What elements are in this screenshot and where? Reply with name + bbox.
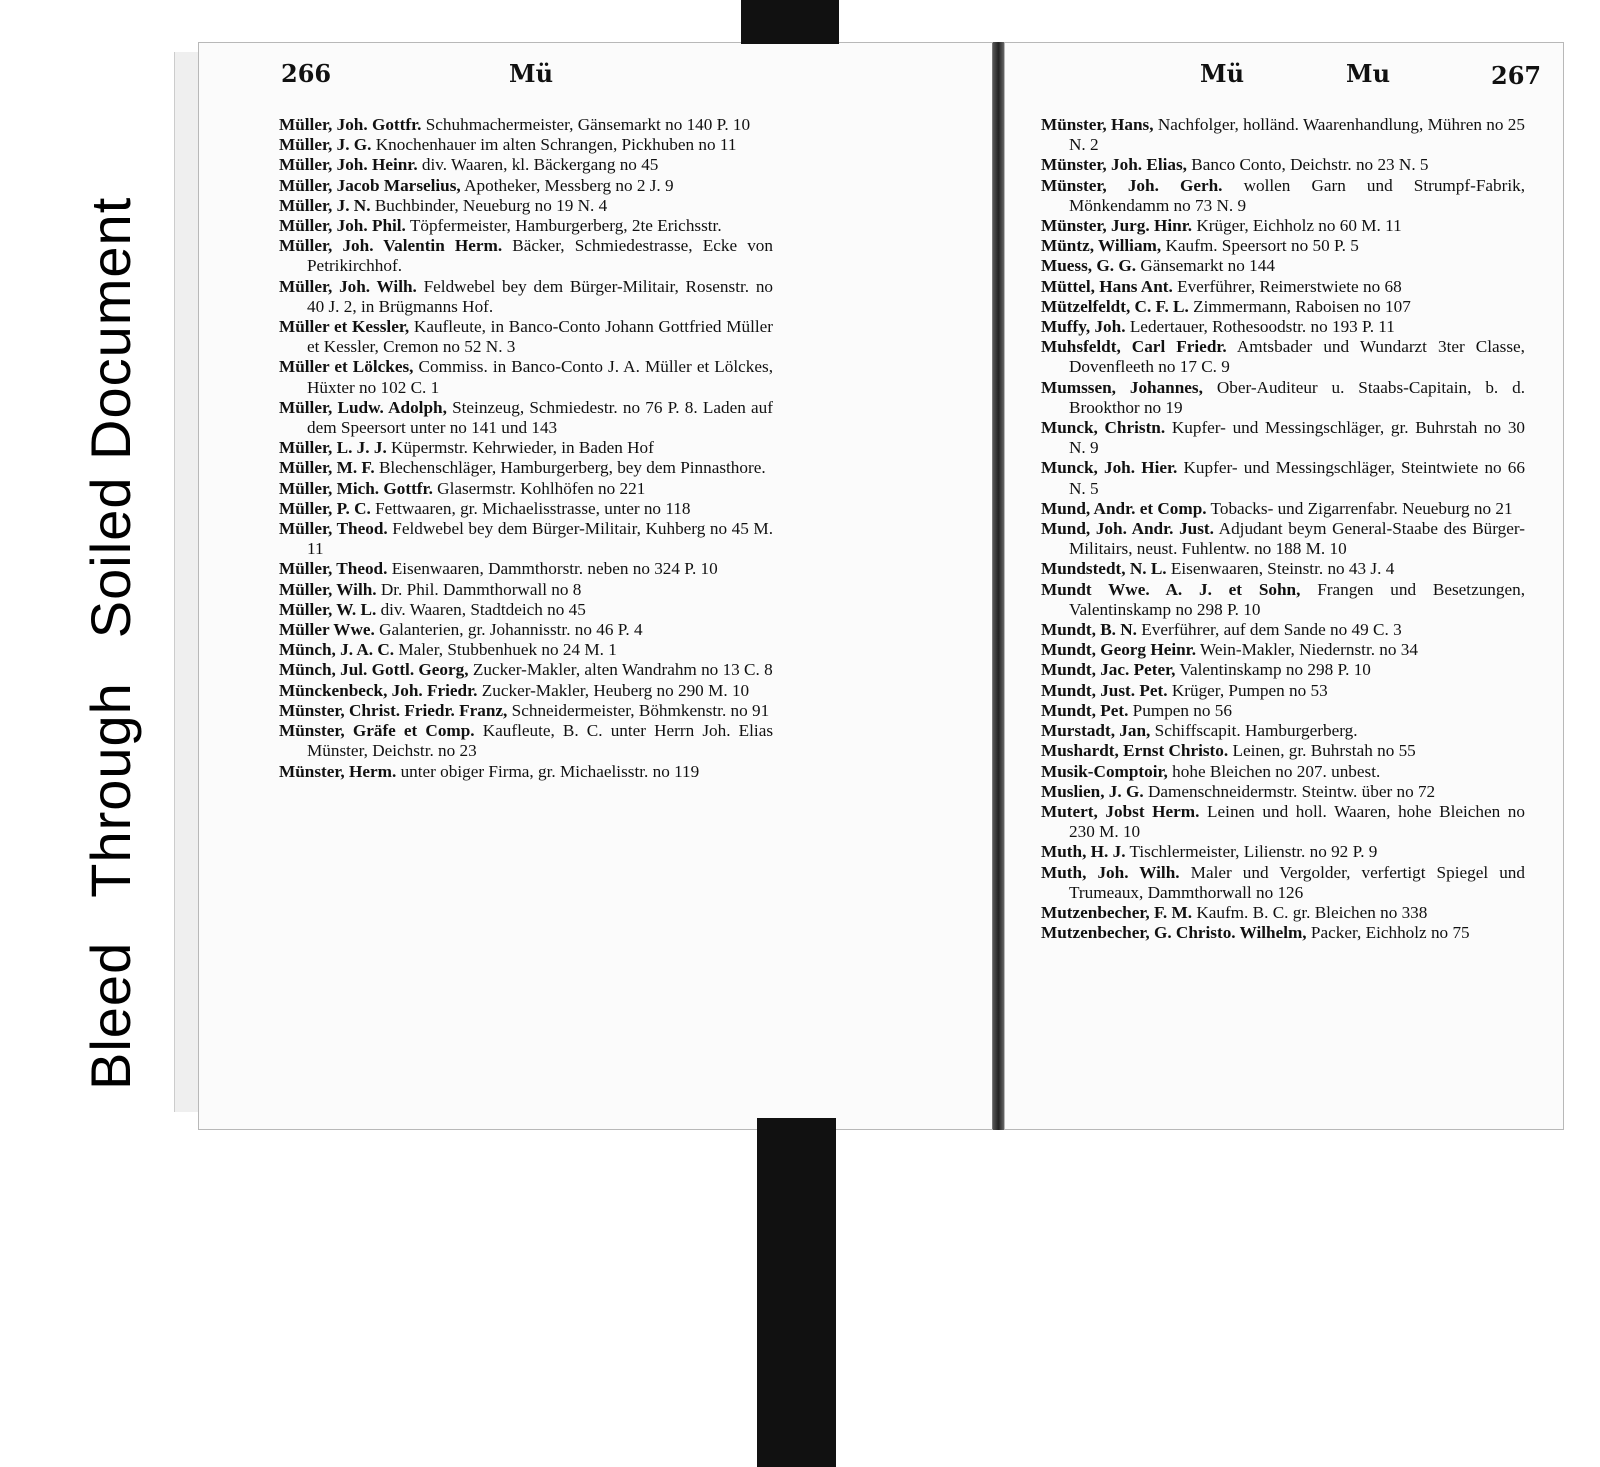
left-running-head: Mü (509, 59, 554, 88)
directory-entry (1041, 721, 1525, 741)
directory-entry (279, 600, 773, 620)
directory-entry (1041, 842, 1525, 862)
entry-details: Valentinskamp no 298 P. 10 (1179, 660, 1371, 680)
entry-details: Schuhmachermeister, Gänsemarkt no 140 P. 10 (425, 115, 751, 134)
directory-entry (1041, 640, 1525, 660)
entry-name: Müller, Jacob Marselius, (279, 175, 461, 195)
entry-name: Munck, Joh. Hier. (1041, 458, 1178, 478)
directory-entry (1041, 317, 1525, 337)
directory-entry (1041, 782, 1525, 802)
entry-name: Mumssen, Johannes, (1041, 377, 1203, 397)
directory-entry (1041, 559, 1525, 579)
entry-name: Münster, Christ. Friedr. Franz, (279, 700, 508, 720)
entry-name: Mutert, Jobst Herm. (1041, 801, 1200, 821)
entry-name: Munck, Christn. (1041, 418, 1166, 438)
entry-details: Feldwebel bey dem Bürger-Militair, Rosenstr. no 40 J. 2, in Brügmanns Hof. (307, 276, 774, 316)
entry-name: Münster, Gräfe et Comp. (279, 721, 475, 741)
entry-name: Musik-Comptoir, (1041, 761, 1168, 781)
entry-details: Tobacks- und Zigarrenfabr. Neueburg no 21 (1210, 498, 1513, 518)
directory-entry (1041, 499, 1525, 519)
entry-details: Everführer, auf dem Sande no 49 C. 3 (1141, 620, 1402, 640)
entry-name: Mund, Andr. et Comp. (1041, 498, 1207, 518)
directory-entry (279, 762, 773, 782)
directory-entry (1041, 337, 1525, 377)
entry-details: Maler, Stubbenhuek no 24 M. 1 (398, 640, 617, 660)
entry-name: Münch, Jul. Gottl. Georg, (279, 660, 469, 680)
entry-name: Muhsfeldt, Carl Friedr. (1041, 337, 1227, 357)
entry-details: Maler und Vergolder, verfertigt Spiegel und Trumeaux, Dammthorwall no 126 (1069, 862, 1525, 902)
right-page (1004, 42, 1564, 1130)
entry-name: Müller, J. N. (279, 195, 371, 215)
entry-details: Frangen und Besetzungen, Valentinskamp no 298 P. 10 (1069, 579, 1525, 619)
tape-strip-top (741, 0, 839, 44)
entry-details: Knochenhauer im alten Schrangen, Pickhuben no 11 (375, 135, 737, 155)
entry-name: Murstadt, Jan, (1041, 721, 1151, 741)
entry-details: Ledertauer, Rothesoodstr. no 193 P. 11 (1129, 317, 1395, 337)
entry-details: Feldwebel bey dem Bürger-Militair, Kuhberg no 45 M. 11 (307, 519, 774, 559)
directory-entry (1041, 519, 1525, 559)
directory-entry (279, 458, 773, 478)
directory-entry (279, 681, 773, 701)
left-entry-list (279, 115, 773, 782)
entry-name: Mutzenbecher, F. M. (1041, 902, 1193, 922)
entry-details: Zimmermann, Raboisen no 107 (1193, 296, 1411, 316)
entry-details: Packer, Eichholz no 75 (1310, 923, 1470, 943)
entry-name: Müller Wwe. (279, 620, 375, 640)
entry-details: Steinzeug, Schmiedestr. no 76 P. 8. Laden auf dem Speersort unter no 141 und 143 (307, 397, 773, 438)
entry-details: Tischlermeister, Lilienstr. no 92 P. 9 (1129, 842, 1378, 862)
directory-entry (279, 357, 773, 397)
bleed-through-stamp (78, 197, 143, 1090)
directory-entry (279, 620, 773, 640)
entry-details: Commiss. in Banco-Conto J. A. Müller et Lölckes, Hüxter no 102 C. 1 (307, 357, 774, 397)
directory-entry (1041, 762, 1525, 782)
entry-details: wollen Garn und Strumpf-Fabrik, Mönkendamm no 73 N. 9 (1069, 175, 1526, 215)
directory-entry (279, 317, 773, 357)
directory-entry (1041, 418, 1525, 458)
directory-entry (279, 701, 773, 721)
directory-entry (279, 721, 773, 761)
entry-name: Muess, G. G. (1041, 256, 1137, 276)
entry-details: Damenschneidermstr. Steintw. über no 72 (1147, 781, 1436, 801)
entry-name: Münster, Jurg. Hinr. (1041, 216, 1193, 236)
entry-details: Kaufm. Speersort no 50 P. 5 (1165, 236, 1359, 256)
directory-entry (1041, 681, 1525, 701)
entry-name: Münster, Herm. (279, 761, 397, 781)
entry-name: Muth, H. J. (1041, 842, 1126, 862)
entry-details: unter obiger Firma, gr. Michaelisstr. no 119 (400, 761, 700, 781)
entry-name: Mushardt, Ernst Christo. (1041, 741, 1229, 761)
entry-name: Müntz, William, (1041, 236, 1162, 256)
entry-details: Glasermstr. Kohlhöfen no 221 (437, 478, 646, 498)
directory-entry (1041, 701, 1525, 721)
entry-name: Müller, Theod. (279, 559, 388, 579)
left-page-number: 266 (281, 59, 332, 88)
entry-details: Kupfer- und Messingschläger, Steintwiete no 66 N. 5 (1069, 458, 1525, 498)
right-page-number: 267 (1491, 61, 1542, 90)
entry-name: Müller, P. C. (279, 498, 371, 518)
directory-entry (279, 115, 773, 135)
directory-entry (279, 196, 773, 216)
directory-entry (279, 559, 773, 579)
entry-details: Buchbinder, Neueburg no 19 N. 4 (374, 195, 608, 215)
entry-details: Apotheker, Messberg no 2 J. 9 (464, 175, 674, 195)
tape-strip-bottom (757, 1118, 836, 1467)
directory-entry (1041, 236, 1525, 256)
entry-name: Mundt, B. N. (1041, 620, 1137, 640)
entry-details: Kaufm. B. C. gr. Bleichen no 338 (1196, 902, 1428, 922)
directory-entry (1041, 458, 1525, 498)
directory-entry (279, 236, 773, 276)
entry-name: Münch, J. A. C. (279, 640, 395, 660)
entry-name: Müller, Ludw. Adolph, (279, 397, 447, 417)
right-entry-list (1041, 115, 1525, 943)
entry-name: Mundt, Jac. Peter, (1041, 660, 1176, 680)
directory-entry (279, 135, 773, 155)
directory-entry (1041, 297, 1525, 317)
stamp-word-2: Through (79, 682, 142, 898)
entry-details: Kaufleute, in Banco-Conto Johann Gottfried Müller et Kessler, Cremon no 52 N. 3 (307, 317, 774, 357)
stamp-word-3: Soiled Document (79, 196, 142, 639)
entry-details: Eisenwaaren, Steinstr. no 43 J. 4 (1170, 559, 1395, 579)
entry-details: Leinen und holl. Waaren, hohe Bleichen no 230 M. 10 (1069, 801, 1525, 842)
entry-details: Gänsemarkt no 144 (1140, 256, 1275, 276)
directory-entry (1041, 155, 1525, 175)
entry-details: div. Waaren, Stadtdeich no 45 (380, 599, 586, 619)
right-running-head-right: Mu (1346, 59, 1391, 88)
entry-name: Mundt, Just. Pet. (1041, 680, 1168, 700)
entry-details: Ober-Auditeur u. Staabs-Capitain, b. d. Brookthor no 19 (1069, 377, 1525, 417)
entry-details: Leinen, gr. Buhrstah no 55 (1232, 741, 1416, 761)
entry-details: Everführer, Reimerstwiete no 68 (1177, 276, 1402, 296)
entry-name: Muffy, Joh. (1041, 317, 1126, 337)
directory-entry (279, 499, 773, 519)
entry-name: Münster, Hans, (1041, 115, 1154, 134)
entry-details: Zucker-Makler, alten Wandrahm no 13 C. 8 (472, 660, 773, 680)
directory-entry (1041, 620, 1525, 640)
directory-entry (1041, 176, 1525, 216)
entry-details: Amtsbader und Wundarzt 3ter Classe, Dovenfleeth no 17 C. 9 (1069, 337, 1525, 377)
entry-name: Müller et Lölckes, (279, 357, 414, 377)
directory-entry (1041, 863, 1525, 903)
entry-name: Müller, W. L. (279, 599, 377, 619)
entry-name: Münster, Joh. Gerh. (1041, 175, 1223, 195)
directory-entry (1041, 741, 1525, 761)
entry-name: Mundt, Georg Heinr. (1041, 640, 1197, 660)
entry-name: Münster, Joh. Elias, (1041, 155, 1187, 175)
entry-details: Adjudant beym General-Staabe des Bürger-Militairs, neust. Fuhlentw. no 188 M. 10 (1069, 519, 1525, 559)
directory-entry (1041, 378, 1525, 418)
entry-name: Muth, Joh. Wilh. (1041, 862, 1180, 882)
directory-entry (1041, 277, 1525, 297)
entry-name: Müller, Mich. Gottfr. (279, 478, 433, 498)
entry-name: Müller, Joh. Wilh. (279, 276, 417, 296)
right-running-head-left: Mü (1200, 59, 1245, 88)
entry-details: Krüger, Pumpen no 53 (1171, 680, 1328, 700)
entry-name: Müller, Joh. Valentin Herm. (279, 236, 503, 256)
directory-entry (279, 155, 773, 175)
directory-entry (279, 479, 773, 499)
entry-details: Schiffscapit. Hamburgerberg. (1154, 721, 1358, 741)
entry-details: Töpfermeister, Hamburgerberg, 2te Erichsstr. (409, 216, 722, 236)
entry-details: hohe Bleichen no 207. unbest. (1172, 761, 1381, 781)
entry-name: Mutzenbecher, G. Christo. Wilhelm, (1041, 923, 1307, 943)
entry-name: Muslien, J. G. (1041, 781, 1144, 801)
entry-details: Blechenschläger, Hamburgerberg, bey dem Pinnasthore. (378, 458, 766, 478)
entry-name: Müller, Joh. Heinr. (279, 155, 418, 175)
entry-details: Banco Conto, Deichstr. no 23 N. 5 (1191, 155, 1429, 175)
entry-name: Müller et Kessler, (279, 317, 410, 337)
directory-entry (1041, 903, 1525, 923)
directory-entry (1041, 660, 1525, 680)
entry-name: Mundstedt, N. L. (1041, 559, 1167, 579)
entry-name: Mundt Wwe. A. J. et Sohn, (1041, 579, 1301, 599)
entry-details: Krüger, Eichholz no 60 M. 11 (1196, 216, 1402, 236)
entry-name: Müller, M. F. (279, 458, 375, 478)
entry-name: Mund, Joh. Andr. Just. (1041, 519, 1214, 539)
entry-details: Zucker-Makler, Heuberg no 290 M. 10 (481, 680, 750, 700)
entry-name: Mützelfeldt, C. F. L. (1041, 296, 1189, 316)
entry-name: Müller, L. J. J. (279, 438, 387, 458)
entry-name: Müller, Joh. Phil. (279, 216, 406, 236)
stamp-word-1: Bleed (79, 941, 142, 1090)
directory-entry (1041, 216, 1525, 236)
entry-details: Kaufleute, B. C. unter Herrn Joh. Elias Münster, Deichstr. no 23 (307, 721, 774, 761)
entry-name: Münckenbeck, Joh. Friedr. (279, 680, 478, 700)
entry-details: Eisenwaaren, Dammthorstr. neben no 324 P. 10 (391, 559, 718, 579)
directory-entry (279, 580, 773, 600)
directory-entry (279, 640, 773, 660)
directory-entry (279, 398, 773, 438)
book-spread (168, 42, 1542, 1132)
entry-name: Müttel, Hans Ant. (1041, 276, 1173, 296)
directory-entry (1041, 115, 1525, 155)
directory-entry (1041, 580, 1525, 620)
directory-entry (1041, 256, 1525, 276)
directory-entry (279, 277, 773, 317)
directory-entry (279, 216, 773, 236)
entry-details: Fettwaaren, gr. Michaelisstrasse, unter no 118 (375, 498, 691, 518)
directory-entry (1041, 802, 1525, 842)
entry-name: Müller, Wilh. (279, 579, 377, 599)
entry-details: Schneidermeister, Böhmkenstr. no 91 (511, 700, 770, 720)
entry-details: Küpermstr. Kehrwieder, in Baden Hof (391, 438, 654, 458)
entry-details: Kupfer- und Messingschläger, gr. Buhrstah no 30 N. 9 (1069, 418, 1526, 458)
entry-details: Dr. Phil. Dammthorwall no 8 (380, 579, 582, 599)
directory-entry (279, 660, 773, 680)
entry-name: Mundt, Pet. (1041, 700, 1129, 720)
entry-details: div. Waaren, kl. Bäckergang no 45 (421, 155, 659, 175)
directory-entry (1041, 923, 1525, 943)
directory-entry (279, 519, 773, 559)
entry-details: Galanterien, gr. Johannisstr. no 46 P. 4 (379, 620, 643, 640)
entry-details: Pumpen no 56 (1132, 700, 1232, 720)
entry-details: Nachfolger, holländ. Waarenhandlung, Mühren no 25 N. 2 (1069, 115, 1525, 155)
directory-entry (279, 438, 773, 458)
entry-details: Bäcker, Schmiedestrasse, Ecke von Petrikirchhof. (307, 236, 773, 276)
entry-name: Müller, Theod. (279, 519, 388, 539)
book-gutter (993, 42, 1004, 1130)
entry-name: Müller, J. G. (279, 135, 372, 155)
directory-entry (279, 176, 773, 196)
entry-details: Wein-Makler, Niedernstr. no 34 (1200, 640, 1418, 660)
entry-name: Müller, Joh. Gottfr. (279, 115, 422, 134)
left-page (198, 42, 994, 1130)
